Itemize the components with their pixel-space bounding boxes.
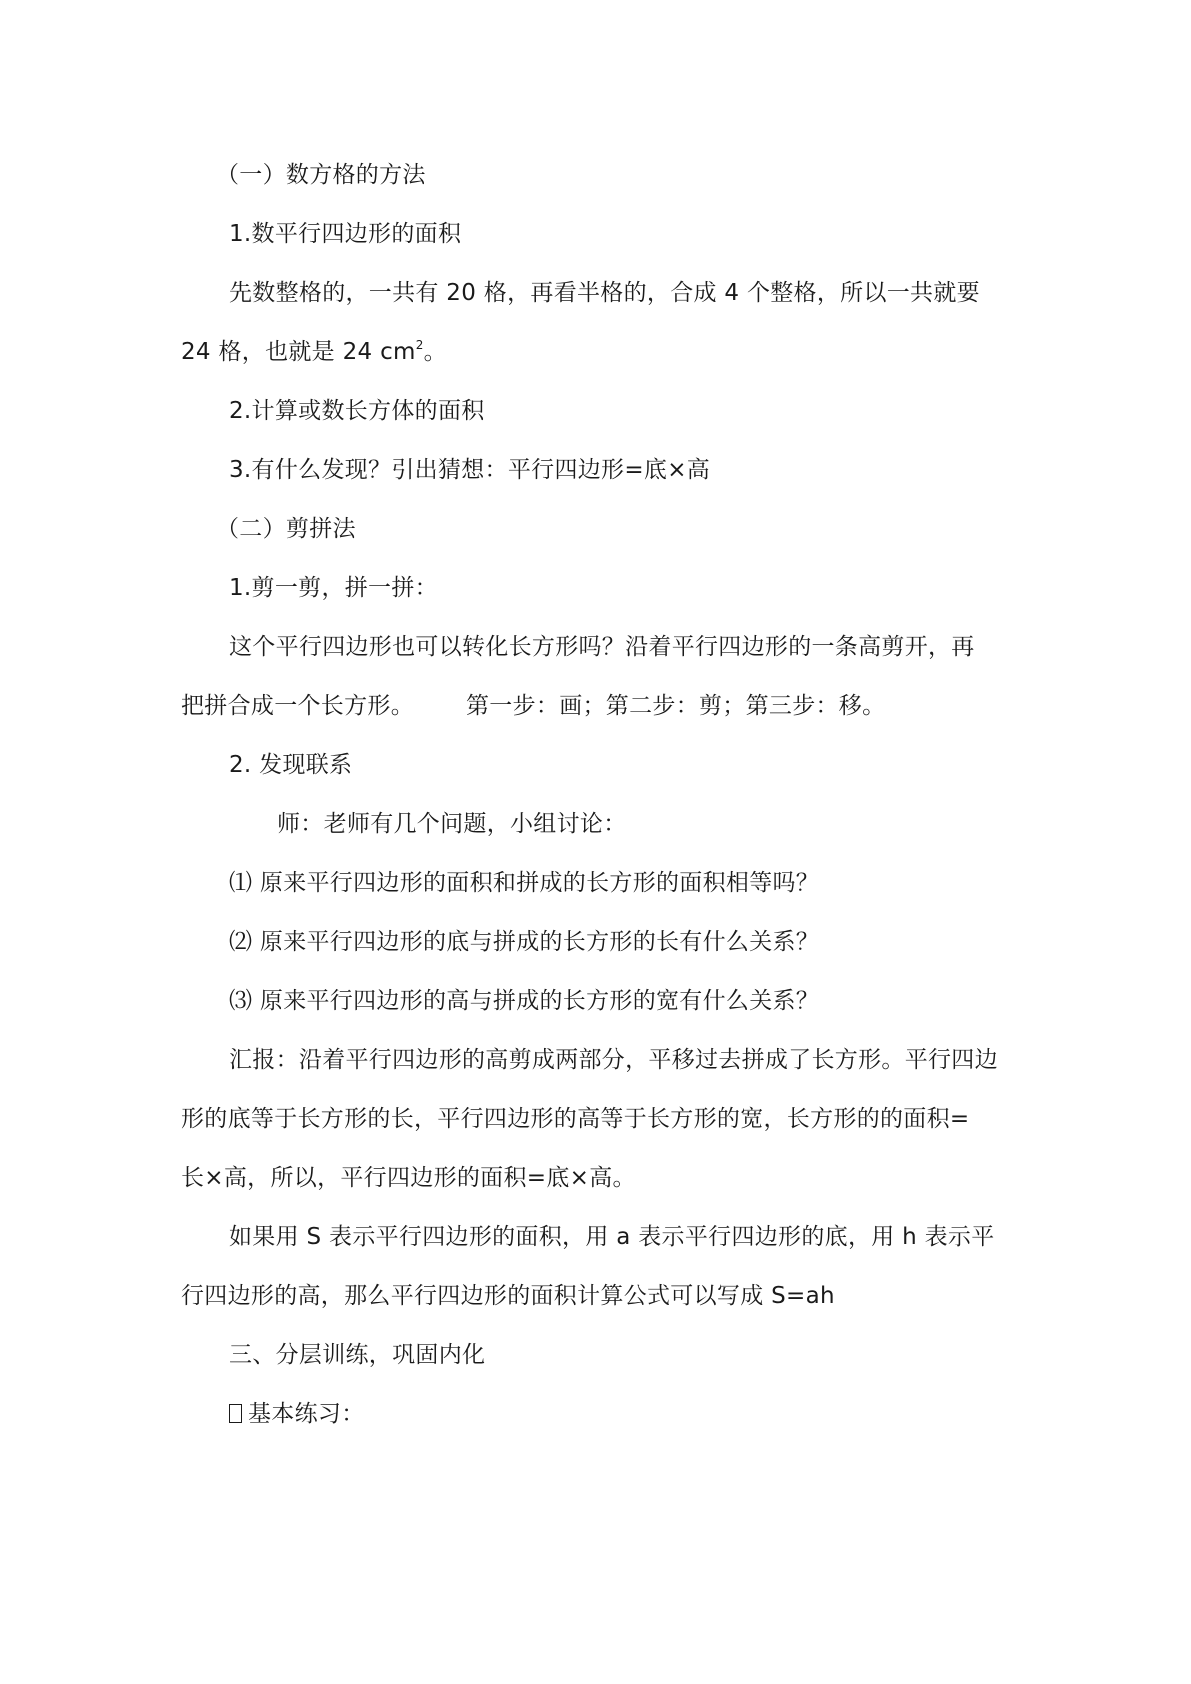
formula-line-2: 行四边形的高，那么平行四边形的面积计算公式可以写成 S=ah [181,1283,835,1309]
step1-text-line-1: 先数整格的，一共有 20 格，再看半格的，合成 4 个整格，所以一共就要 [229,280,980,306]
step2-title: 2.计算或数长方体的面积 [229,398,485,424]
question-1: ⑴ 原来平行四边形的面积和拼成的长方形的面积相等吗？ [229,870,820,896]
report-line-1: 汇报：沿着平行四边形的高剪成两部分，平移过去拼成了长方形。平行四边 [229,1047,998,1073]
basic-practice-line [229,1399,365,1429]
formula-line-1: 如果用 S 表示平行四边形的面积，用 a 表示平行四边形的底，用 h 表示平 [229,1224,995,1250]
bullet-box-icon [229,1404,242,1423]
step1-text-line-2 [181,337,447,367]
question-2: ⑵ 原来平行四边形的底与拼成的长方形的长有什么关系？ [229,929,820,955]
step3-title: 3.有什么发现？引出猜想：平行四边形=底×高 [229,457,711,483]
relation-title: 2. 发现联系 [229,752,353,778]
step1-text-line-2-main: 24 格，也就是 24 cm [181,339,416,365]
step1-text-line-2-end: 。 [423,339,447,365]
section-heading-cut-paste: （二）剪拼法 [216,516,356,542]
step1-title: 1.数平行四边形的面积 [229,221,462,247]
cut-paste-steps: 第一步：画；第二步：剪；第三步：移。 [466,693,886,719]
cut-paste-text-line-2 [181,691,885,721]
question-3: ⑶ 原来平行四边形的高与拼成的长方形的宽有什么关系？ [229,988,820,1014]
teacher-line: 师：老师有几个问题，小组讨论： [277,811,627,837]
section-heading-layered-training: 三、分层训练，巩固内化 [229,1342,486,1368]
superscript-two: 2 [415,338,424,352]
report-line-2: 形的底等于长方形的长，平行四边形的高等于长方形的宽，长方形的的面积= [181,1106,970,1132]
cut-paste-text-part-1: 把拼合成一个长方形。 [181,693,414,719]
basic-practice-label: 基本练习： [248,1401,365,1427]
cut-paste-title: 1.剪一剪，拼一拼： [229,575,438,601]
cut-paste-text-line-1: 这个平行四边形也可以转化长方形吗？沿着平行四边形的一条高剪开，再 [229,634,975,660]
section-heading-grid-method: （一）数方格的方法 [216,162,426,188]
report-line-3: 长×高，所以，平行四边形的面积=底×高。 [181,1165,636,1191]
